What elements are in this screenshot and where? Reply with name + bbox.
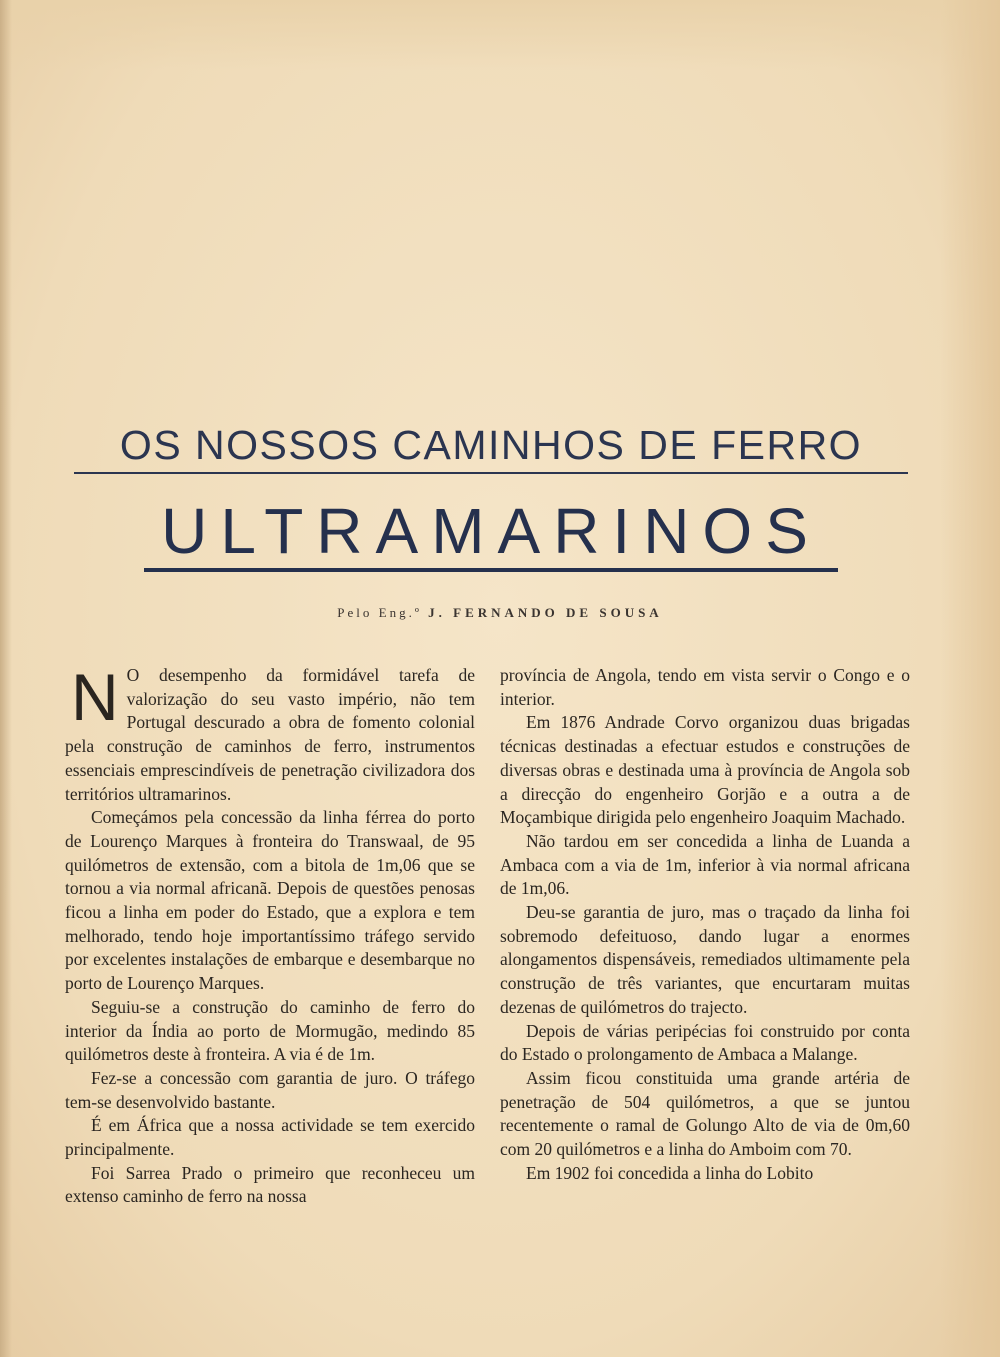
- left-paragraph: Foi Sarrea Prado o primeiro que reconheceu um extenso caminho de ferro na nossa: [65, 1162, 475, 1207]
- title-underline-2: [144, 568, 838, 572]
- right-paragraph: Deu-se garantia de juro, mas o traçado da linha foi sobremodo defeituoso, dando lugar a enormes alongamentos dispensáveis, remediados ultimamente pela construção de três variantes, que encurtaram muitas dezenas de quilómetros do trajecto.: [500, 902, 910, 1017]
- right-column: [500, 664, 910, 1185]
- paper-shading-left: [0, 0, 12, 1357]
- article-title-line2: ULTRAMARINOS: [161, 495, 821, 567]
- article-title-line1: OS NOSSOS CAMINHOS DE FERRO: [119, 422, 863, 468]
- title-underline-1: [74, 472, 908, 474]
- right-paragraph: Em 1902 foi concedida a linha do Lobito: [526, 1162, 814, 1183]
- right-paragraph: província de Angola, tendo em vista servir o Congo e o interior.: [500, 665, 910, 709]
- right-paragraph: Em 1876 Andrade Corvo organizou duas brigadas técnicas destinadas a efectuar estudos e construções de diversas obras e destinada uma à província de Angola sob a direcção do engenheiro Gorjão e a outra a de Moçambique dirigida pelo engenheiro Joaquim Machado.: [500, 712, 910, 828]
- left-column: [65, 660, 475, 1209]
- paper-shading-top: [0, 0, 1000, 70]
- drop-cap: N: [71, 660, 119, 734]
- left-paragraph: Fez-se a concessão com garantia de juro. O tráfego tem-se desenvolvido bastante.: [65, 1067, 475, 1112]
- byline-prefix: Pelo Eng.º: [337, 605, 429, 620]
- right-paragraph: Depois de várias peripécias foi construido por conta do Estado o prolongamento de Ambaca a Malange.: [500, 1020, 910, 1065]
- left-paragraph: Seguiu-se a construção do caminho de ferro do interior da Índia ao porto de Mormugão, medindo 85 quilómetros deste à fronteira. A via é de 1m.: [65, 996, 475, 1065]
- left-paragraph: Começámos pela concessão da linha férrea do porto de Lourenço Marques à fronteira do Transwaal, de 95 quilómetros de extensão, com a bitola de 1m,06 que se tornou a via normal africanã. Depois de questões penosas ficou a linha em poder do Estado, que a explora e tem melhorado, tendo hoje importantíssimo tráfego servido por excelentes instalações de embarque e desembarque no porto de Lourenço Marques.: [65, 807, 475, 994]
- right-paragraph: Não tardou em ser concedida a linha de Luanda a Ambaca com a via de 1m, inferior à via normal africana de 1m,06.: [500, 830, 910, 899]
- first-paragraph: [65, 660, 475, 806]
- byline: [200, 605, 800, 621]
- left-paragraph: É em África que a nossa actividade se tem exercido principalmente.: [65, 1115, 475, 1160]
- byline-author: J. FERNANDO DE SOUSA: [428, 605, 663, 620]
- first-paragraph-text: O desempenho da formidável tarefa de valorização do seu vasto império, não tem Portugal descurado a obra de fomento colonial pela construção de caminhos de ferro, instrumentos essenciais emprescindíveis de penetração civilizadora dos territórios ultramarinos.: [65, 665, 475, 804]
- right-paragraph: Assim ficou constituida uma grande artéria de penetração de 504 quilómetros, a que se juntou recentemente o ramal de Golungo Alto de via de 0m,60 com 20 quilómetros e a linha do Amboim com 70.: [500, 1067, 910, 1160]
- paper-shading-right: [940, 0, 1000, 1357]
